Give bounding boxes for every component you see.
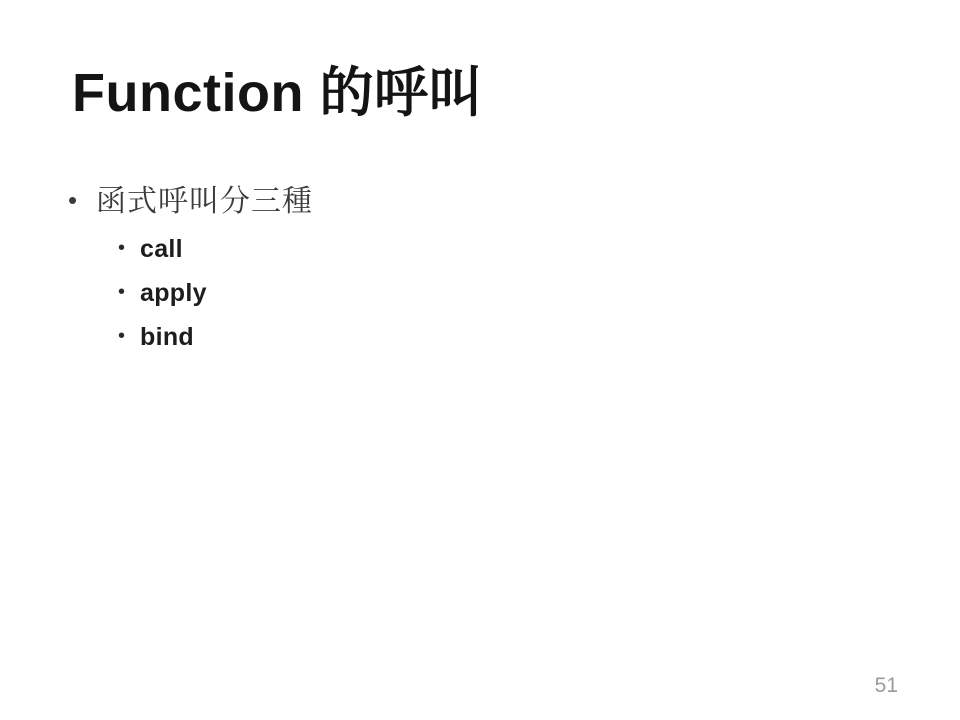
list-item-label: apply <box>140 278 207 307</box>
bullet-marker-icon: • <box>118 236 126 259</box>
page-number: 51 <box>874 674 898 697</box>
list-item-label: bind <box>140 323 194 351</box>
list-item-label: 函式呼叫分三種 <box>96 185 313 218</box>
list-item-label: call <box>140 234 183 263</box>
bullet-marker-icon: • <box>118 280 126 303</box>
list-item <box>118 273 888 314</box>
list-item <box>118 317 888 358</box>
page-title: Function 的呼叫 <box>72 63 483 123</box>
slide-content <box>68 182 888 361</box>
sub-list <box>118 229 888 359</box>
bullet-marker-icon: • <box>68 185 78 215</box>
list-item <box>68 182 888 223</box>
list-item <box>118 229 888 270</box>
bullet-marker-icon: • <box>118 325 126 347</box>
